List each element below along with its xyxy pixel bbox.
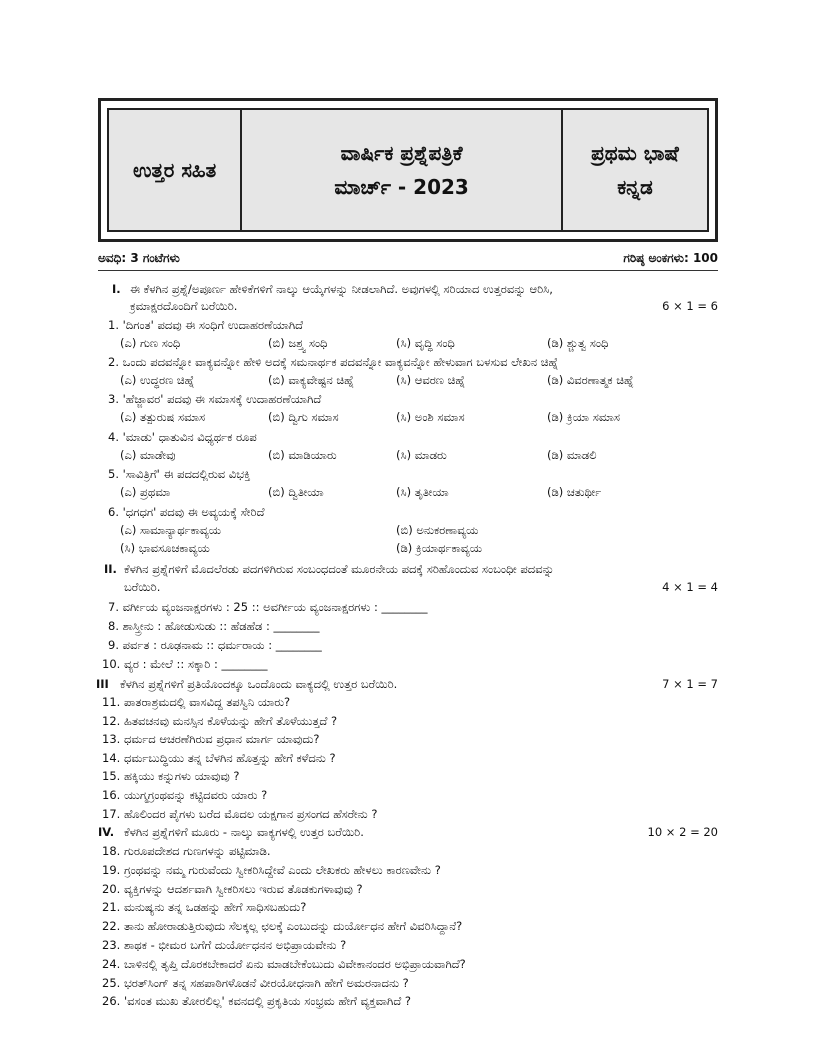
long-question: 19. ಗ್ರಂಥವನ್ನು ನಮ್ಮ ಗುರುವೆಂದು ಸ್ವೀಕರಿಸಿದ್ದೇವೆ ಎಂದು ಲೇಖಕರು ಹೇಳಲು ಕಾರಣವೇನು ? <box>102 862 441 877</box>
long-question: 20. ವ್ಯಕ್ತಿಗಳನ್ನು ಆದರ್ಶವಾಗಿ ಸ್ವೀಕರಿಸಲು ಇರುವ ತೊಡಕುಗಳಾವುವು ? <box>102 881 363 896</box>
section-marks: 6 × 1 = 6 <box>662 299 718 313</box>
mcq-option: (ಡಿ) ವಿವರಣಾತ್ಮಕ ಚಿಹ್ನೆ <box>547 373 634 387</box>
analogy-question: 9. ಪರ್ವತ : ರೂಢನಾಮ :: ಧರ್ಮರಾಯ : ________ <box>108 638 322 652</box>
mcq-option: (ಡಿ) ಚತುರ್ಥೀ <box>547 485 602 499</box>
short-question: 11. ಪಾತರಾಶ್ರಮದಲ್ಲಿ ವಾಸವಿದ್ದ ತಪಸ್ವಿನಿ ಯಾರು? <box>102 695 291 709</box>
exam-meta <box>98 251 718 266</box>
mcq-option: (ಎ) ಉದ್ಧರಣ ಚಿಹ್ನೆ <box>120 373 195 387</box>
header-with-answers: ಉತ್ತರ ಸಹಿತ <box>109 110 242 230</box>
header-box <box>107 108 709 232</box>
mcq-question: 3. 'ಹೆಜ್ಜಾವರ' ಪದವು ಈ ಸಮಾಸಕ್ಕೆ ಉದಾಹರಣೆಯಾಗಿದೆ <box>108 392 322 406</box>
mcq-option: (ಡಿ) ಕ್ರಿಯಾರ್ಥಕಾವ್ಯಯ <box>396 541 483 555</box>
analogy-question: 8. ಶಾಸ್ತ್ರೀನು : ಹೋಡುಸುಡು :: ಹೆಡಹೆಡ : ________ <box>108 619 320 633</box>
mcq-option: (ಬಿ) ದ್ವಿತೀಯಾ <box>268 485 324 499</box>
long-question: 24. ಬಾಳಿನಲ್ಲಿ ತೃಪ್ತಿ ದೊರಕಬೇಕಾದರೆ ಏನು ಮಾಡಬೇಕೆಂಬುದು ವಿವೇಕಾನಂದರ ಅಭಿಪ್ರಾಯವಾಗಿದೆ? <box>102 956 466 971</box>
mcq-option: (ಸಿ) ಆವರಣ ಚಿಹ್ನೆ <box>396 373 466 387</box>
mcq-option: (ಸಿ) ಭಾವಸೂಚಕಾವ್ಯಯ <box>120 541 210 555</box>
mcq-option: (ಸಿ) ತೃತೀಯಾ <box>396 485 449 499</box>
long-question: 21. ಮನುಷ್ಯನು ತನ್ನ ಒಡಹನ್ನು ಹೇಗೆ ಸಾಧಿಸಬಹುದು? <box>102 900 307 915</box>
section-marks: 4 × 1 = 4 <box>662 580 718 594</box>
short-question: 14. ಧರ್ಮಬುದ್ಧಿಯು ತನ್ನ ಬೆಳಗಿನ ಹೊತ್ತನ್ನು ಹೇಗೆ ಕಳೆದನು ? <box>102 750 336 765</box>
section-marks: 7 × 1 = 7 <box>662 677 718 691</box>
mcq-question: 6. 'ಧಗಧಗ' ಪದವು ಈ ಅವ್ಯಯಕ್ಕೆ ಸೇರಿದೆ <box>108 505 265 519</box>
mcq-option: (ಬಿ) ಜಶ್ತ್ವ ಸಂಧಿ <box>268 336 328 350</box>
short-question: 13. ಧರ್ಮದ ಆಚರಣೆಗಿರುವ ಪ್ರಧಾನ ಮಾರ್ಗ ಯಾವುದು? <box>102 732 320 747</box>
mcq-option: (ಡಿ) ಕ್ರಿಯಾ ಸಮಾಸ <box>547 410 620 424</box>
mcq-option: (ಬಿ) ವಾಕ್ಯವೇಷ್ಟನ ಚಿಹ್ನೆ <box>268 373 355 387</box>
mcq-option: (ಎ) ಸಾಮಾನ್ಯಾರ್ಥಕಾವ್ಯಯ <box>120 523 222 537</box>
header-subject: ಪ್ರಥಮ ಭಾಷೆ ಕನ್ನಡ <box>591 141 679 199</box>
long-question: 18. ಗುರೂಪದೇಶದ ಗುಣಗಳನ್ನು ಪಟ್ಟಿಮಾಡಿ. <box>102 844 271 858</box>
long-question: 25. ಭರತ್‌ಸಿಂಗ್ ತನ್ನ ಸಹಪಾಠಿಗಳೊಡನೆ ವೀರಯೋಧನಾಗಿ ಹೇಗೆ ಅಮರನಾದನು ? <box>102 975 409 990</box>
mcq-question: 4. 'ಮಾಡು' ಧಾತುವಿನ ವಿಧ್ಯರ್ಥಕ ರೂಪ <box>108 430 257 444</box>
mcq-option: (ಎ) ಗುಣ ಸಂಧಿ <box>120 336 181 350</box>
mcq-question: 1. 'ದಿಗಂತ' ಪದವು ಈ ಸಂಧಿಗೆ ಉದಾಹರಣೆಯಾಗಿದೆ <box>108 318 303 332</box>
short-question: 17. ಹೊಲಿಂದರ ಪೈಗಳು ಬರೆದ ಮೊದಲ ಯಕ್ಷಗಾನ ಪ್ರಸಂಗದ ಹೆಸರೇನು ? <box>102 806 378 821</box>
analogy-question: 7. ವರ್ಗೀಯ ವ್ಯಂಜನಾಕ್ಷರಗಳು : 25 :: ಅವರ್ಗೀಯ ವ್ಯಂಜನಾಕ್ಷರಗಳು : ________ <box>108 600 428 614</box>
short-question: 12. ಹಿತವಚನವು ಮನಸ್ಸಿನ ಕೊಳೆಯನ್ನು ಹೇಗೆ ತೊಳೆಯುತ್ತದೆ ? <box>102 713 338 728</box>
mcq-option: (ಎ) ಪ್ರಥಮಾ <box>120 485 171 499</box>
header-exam-title: ವಾರ್ಷಿಕ ಪ್ರಶ್ನೆಪತ್ರಿಕೆ ಮಾರ್ಚ್ - 2023 <box>242 110 563 230</box>
mcq-question: 2. ಒಂದು ಪದವನ್ನೋ ವಾಕ್ಯವನ್ನೋ ಹೇಳಿ ಅದಕ್ಕೆ ಸಮನಾರ್ಥಕ ಪದವನ್ನೋ ವಾಕ್ಯವನ್ನೋ ಹೇಳುವಾಗ ಬಳಸುವ ಲೇಖನ ಚಿಹ್ನೆ <box>108 355 559 369</box>
mcq-option: (ಡಿ) ಮಾಡಲಿ <box>547 448 597 462</box>
mcq-option: (ಎ) ತತ್ಪುರುಷ ಸಮಾಸ <box>120 410 206 424</box>
mcq-option: (ಬಿ) ದ್ವಿಗು ಸಮಾಸ <box>268 410 339 424</box>
section-marks: 10 × 2 = 20 <box>647 825 718 839</box>
divider <box>98 270 718 271</box>
long-question: 22. ತಾನು ಹೋರಾಡುತ್ತಿರುವುದು ಸೆಲಕ್ಕಲ್ಲ ಛಲಕ್ಕೆ ಎಂಬುದನ್ನು ದುರ್ಯೋಧನ ಹೇಗೆ ವಿವರಿಸಿದ್ದಾನೆ? <box>102 919 463 934</box>
mcq-option: (ಬಿ) ಅನುಕರಣಾವ್ಯಯ <box>396 523 479 537</box>
mcq-option: (ಸಿ) ಮಾಡರು <box>396 448 447 462</box>
short-question: 16. ಯುಗ್ಮಗ್ರಂಥವನ್ನು ಕಟ್ಟಿದವರು ಯಾರು ? <box>102 788 268 802</box>
mcq-option: (ಎ) ಮಾಡೇವು <box>120 448 176 462</box>
long-question: 26. 'ವಸಂತ ಮುಖ ತೋರಲಿಲ್ಲ' ಕವನದಲ್ಲಿ ಪ್ರಕೃತಿಯ ಸಂಭ್ರಮ ಹೇಗೆ ವ್ಯಕ್ತವಾಗಿದೆ ? <box>102 994 411 1009</box>
mcq-option: (ಬಿ) ಮಾಡಿಯಾರು <box>268 448 337 462</box>
analogy-question: 10. ವ್ಯರ : ಮೇಲೆ :: ಸಕ್ಕಾರಿ : ________ <box>102 657 268 671</box>
duration: ಅವಧಿ: 3 ಗಂಟೆಗಳು <box>98 251 180 265</box>
mcq-option: (ಸಿ) ಅಂಶಿ ಸಮಾಸ <box>396 410 465 424</box>
short-question: 15. ಹಕ್ಕಿಯು ಕನ್ನುಗಳು ಯಾವುವು ? <box>102 769 240 784</box>
mcq-question: 5. 'ಸಾವಿತ್ರಿಗೆ' ಈ ಪದದಲ್ಲಿರುವ ವಿಭಕ್ತಿ <box>108 467 251 481</box>
max-marks: ಗರಿಷ್ಠ ಅಂಕಗಳು: 100 <box>623 251 718 265</box>
long-question: 23. ಶಾಥಕ - ಭೀಮರ ಬಗೆಗೆ ದುರ್ಯೋಧನನ ಅಭಿಪ್ರಾಯವೇನು ? <box>102 938 347 952</box>
mcq-option: (ಸಿ) ವೃದ್ಧಿ ಸಂಧಿ <box>396 336 455 350</box>
mcq-option: (ಡಿ) ಶ್ಚುತ್ವ ಸಂಧಿ <box>547 336 609 350</box>
